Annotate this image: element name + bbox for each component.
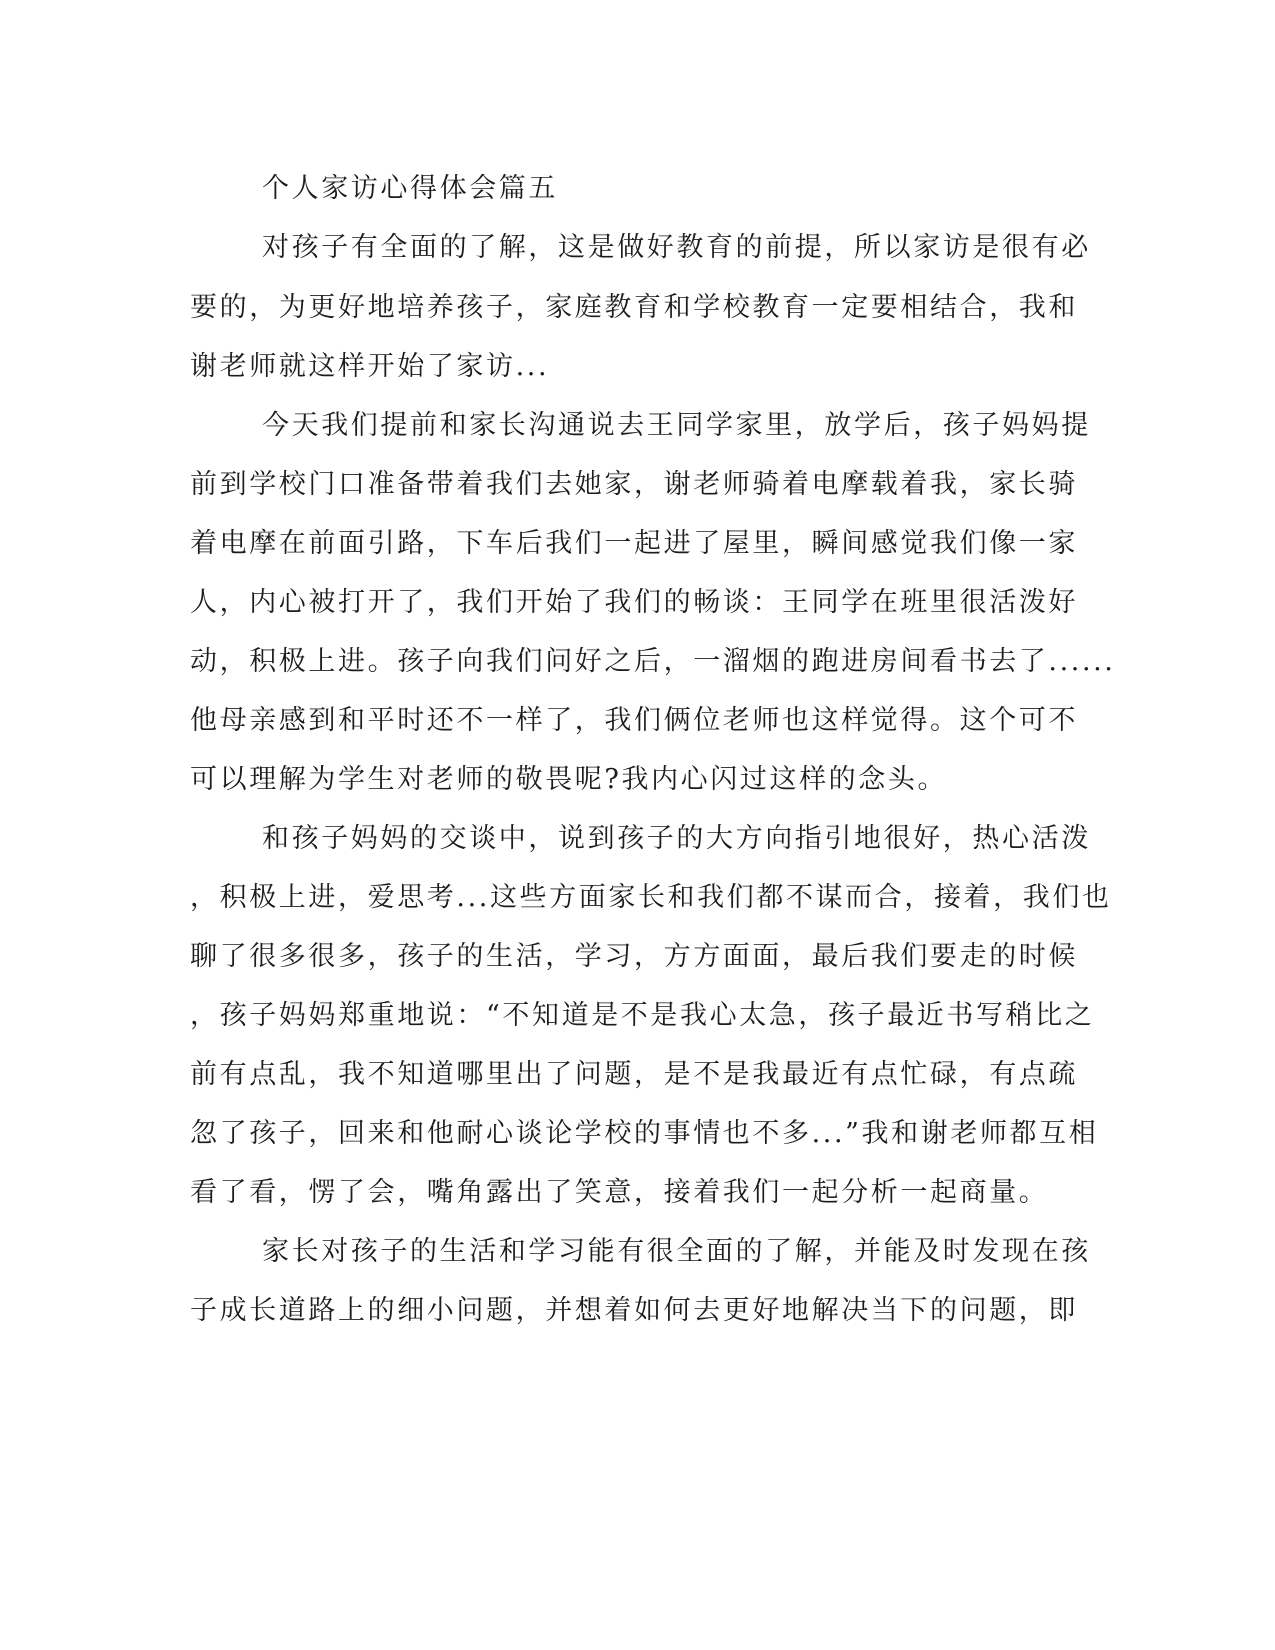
paragraph-line: 动，积极上进。孩子向我们问好之后，一溜烟的跑进房间看书去了...... bbox=[190, 646, 1116, 677]
paragraph-line: 聊了很多很多，孩子的生活，学习，方方面面，最后我们要走的时候 bbox=[190, 941, 1078, 972]
paragraph-line: 家长对孩子的生活和学习能有很全面的了解，并能及时发现在孩 bbox=[262, 1236, 1091, 1267]
document-title: 个人家访心得体会篇五 bbox=[262, 173, 558, 204]
paragraph-line: 前有点乱，我不知道哪里出了问题，是不是我最近有点忙碌，有点疏 bbox=[190, 1059, 1078, 1090]
paragraph-line: ，积极上进，爱思考...这些方面家长和我们都不谋而合，接着，我们也 bbox=[190, 882, 1112, 913]
paragraph-line: 他母亲感到和平时还不一样了，我们俩位老师也这样觉得。这个可不 bbox=[190, 705, 1078, 736]
paragraph-line: ，孩子妈妈郑重地说：“不知道是不是我心太急，孩子最近书写稍比之 bbox=[190, 1000, 1095, 1031]
paragraph-line: 谢老师就这样开始了家访... bbox=[190, 351, 550, 382]
paragraph-line: 可以理解为学生对老师的敬畏呢?我内心闪过这样的念头。 bbox=[190, 764, 948, 795]
paragraph-line: 要的，为更好地培养孩子，家庭教育和学校教育一定要相结合，我和 bbox=[190, 292, 1078, 323]
paragraph-line: 对孩子有全面的了解，这是做好教育的前提，所以家访是很有必 bbox=[262, 232, 1091, 263]
paragraph-line: 忽了孩子，回来和他耐心谈论学校的事情也不多...”我和谢老师都互相 bbox=[190, 1118, 1099, 1149]
paragraph-line: 着电摩在前面引路，下车后我们一起进了屋里，瞬间感觉我们像一家 bbox=[190, 528, 1078, 559]
paragraph-line: 前到学校门口准备带着我们去她家，谢老师骑着电摩载着我，家长骑 bbox=[190, 469, 1078, 500]
paragraph-line: 看了看，愣了会，嘴角露出了笑意，接着我们一起分析一起商量。 bbox=[190, 1177, 1049, 1208]
paragraph-line: 人，内心被打开了，我们开始了我们的畅谈：王同学在班里很活泼好 bbox=[190, 587, 1078, 618]
paragraph-line: 和孩子妈妈的交谈中，说到孩子的大方向指引地很好，热心活泼 bbox=[262, 823, 1091, 854]
paragraph-line: 子成长道路上的细小问题，并想着如何去更好地解决当下的问题，即 bbox=[190, 1295, 1078, 1326]
paragraph-line: 今天我们提前和家长沟通说去王同学家里，放学后，孩子妈妈提 bbox=[262, 410, 1091, 441]
